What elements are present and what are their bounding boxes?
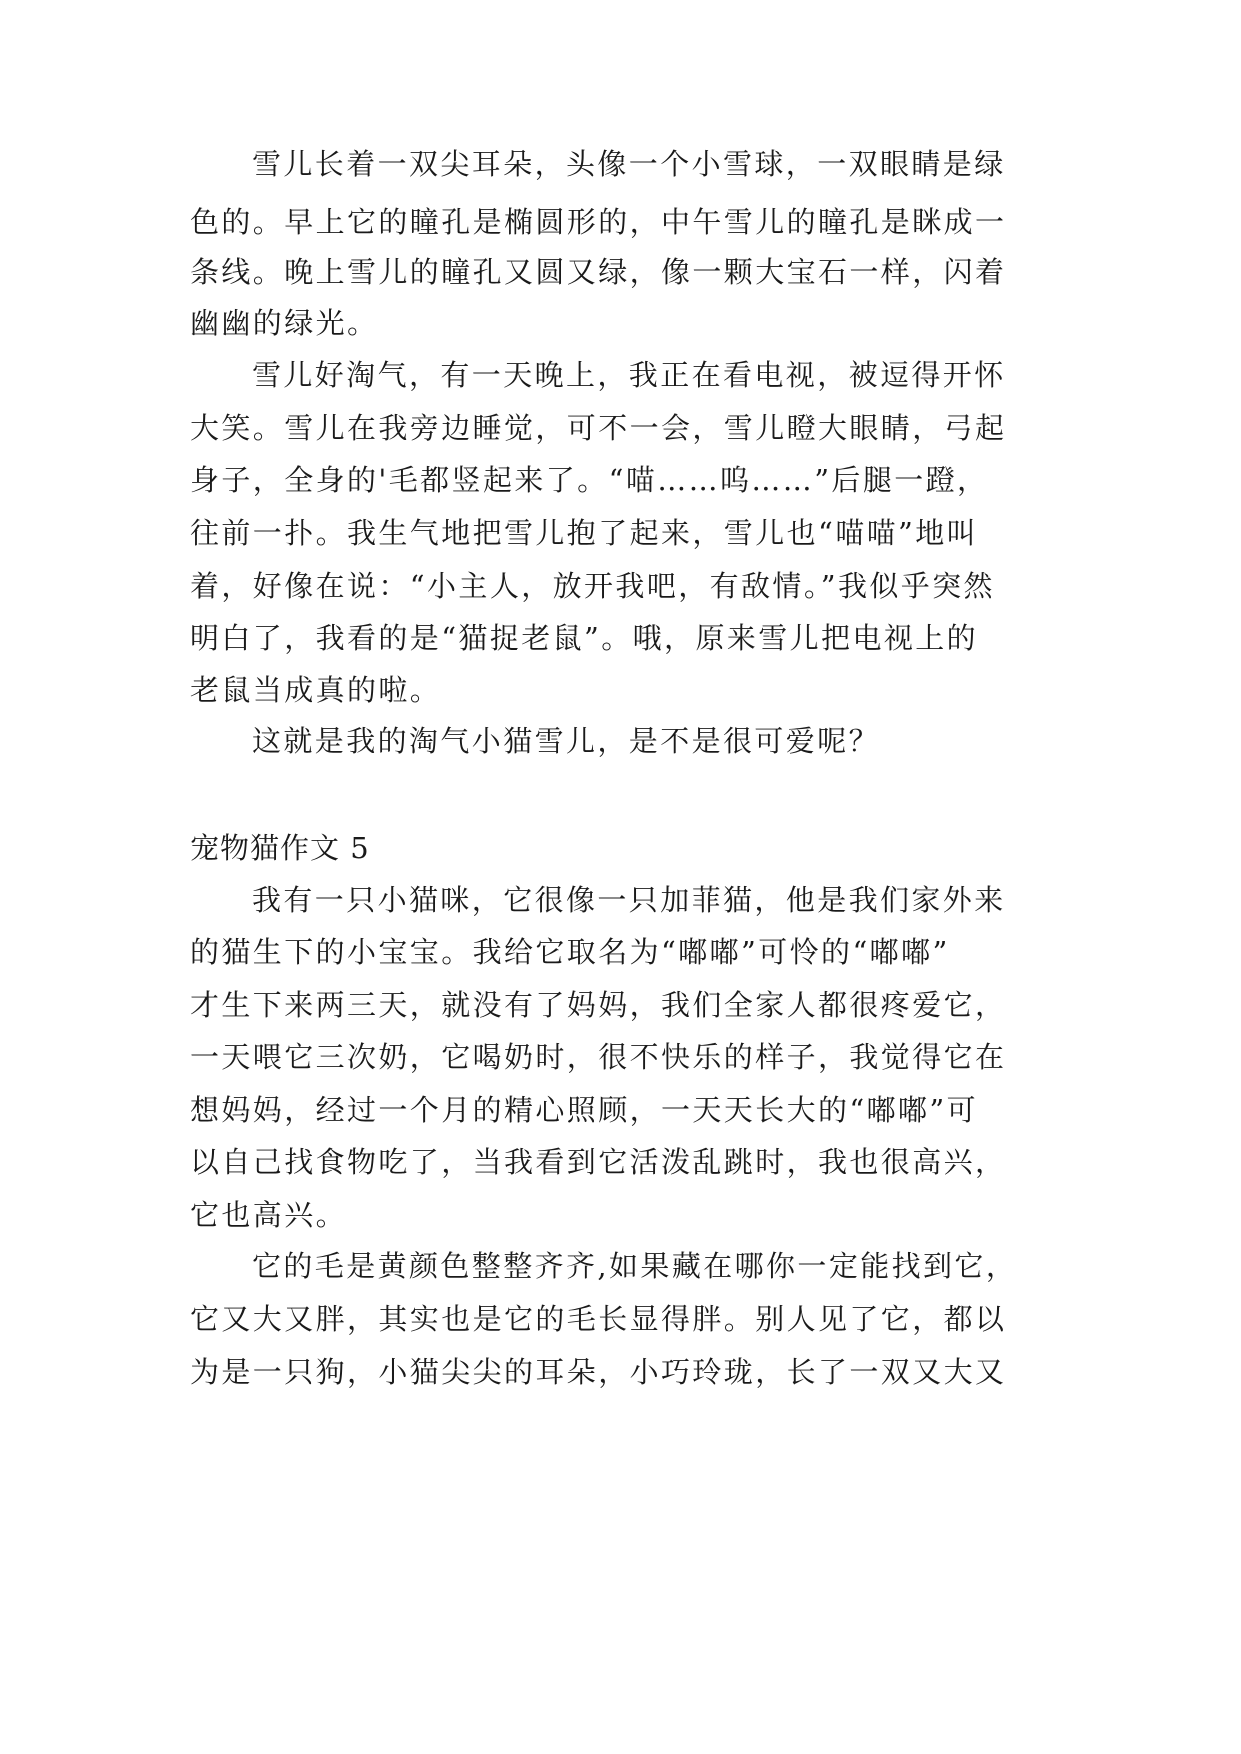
paragraph-line: 条线。晚上雪儿的瞳孔又圆又绿，像一颗大宝石一样，闪着 [190, 255, 1007, 289]
paragraph-line: 老鼠当成真的啦。 [190, 673, 442, 707]
paragraph-line: 以自己找食物吃了，当我看到它活泼乱跳时，我也很高兴， [190, 1145, 1007, 1179]
paragraph-line: 色的。早上它的瞳孔是椭圆形的，中午雪儿的瞳孔是眯成一 [190, 205, 1007, 239]
paragraph-line: 它又大又胖，其实也是它的毛长显得胖。别人见了它，都以 [190, 1302, 1007, 1336]
paragraph-line: 雪儿长着一双尖耳朵，头像一个小雪球，一双眼睛是绿 [252, 147, 1006, 181]
paragraph-line: 它的毛是黄颜色整整齐齐,如果藏在哪你一定能找到它， [252, 1249, 1018, 1283]
paragraph-line: 为是一只狗，小猫尖尖的耳朵，小巧玲珑，长了一双又大又 [190, 1355, 1007, 1389]
section-title: 宠物猫作文 5 [190, 831, 370, 865]
paragraph-line: 我有一只小猫咪，它很像一只加菲猫，他是我们家外来 [252, 883, 1006, 917]
paragraph-line: 的猫生下的小宝宝。我给它取名为“嘟嘟”可怜的“嘟嘟” [190, 935, 950, 969]
paragraph-line: 这就是我的淘气小猫雪儿，是不是很可爱呢？ [252, 724, 881, 758]
paragraph-line: 明白了，我看的是“猫捉老鼠”。哦，原来雪儿把电视上的 [190, 621, 979, 655]
paragraph-line: 身子，全身的'毛都竖起来了。“喵……呜……”后腿一蹬， [190, 463, 989, 497]
paragraph-line: 着，好像在说：“小主人，放开我吧，有敌情。”我似乎突然 [190, 569, 995, 603]
paragraph-line: 幽幽的绿光。 [190, 306, 379, 340]
paragraph-line: 一天喂它三次奶，它喝奶时，很不快乐的样子，我觉得它在 [190, 1040, 1007, 1074]
paragraph-line: 它也高兴。 [190, 1198, 348, 1232]
paragraph-line: 才生下来两三天，就没有了妈妈，我们全家人都很疼爱它， [190, 988, 1007, 1022]
paragraph-line: 想妈妈，经过一个月的精心照顾，一天天长大的“嘟嘟”可 [190, 1093, 979, 1127]
paragraph-line: 往前一扑。我生气地把雪儿抱了起来，雪儿也“喵喵”地叫 [190, 516, 979, 550]
paragraph-line: 大笑。雪儿在我旁边睡觉，可不一会，雪儿瞪大眼睛，弓起 [190, 411, 1007, 445]
paragraph-line: 雪儿好淘气，有一天晚上，我正在看电视，被逗得开怀 [252, 358, 1006, 392]
